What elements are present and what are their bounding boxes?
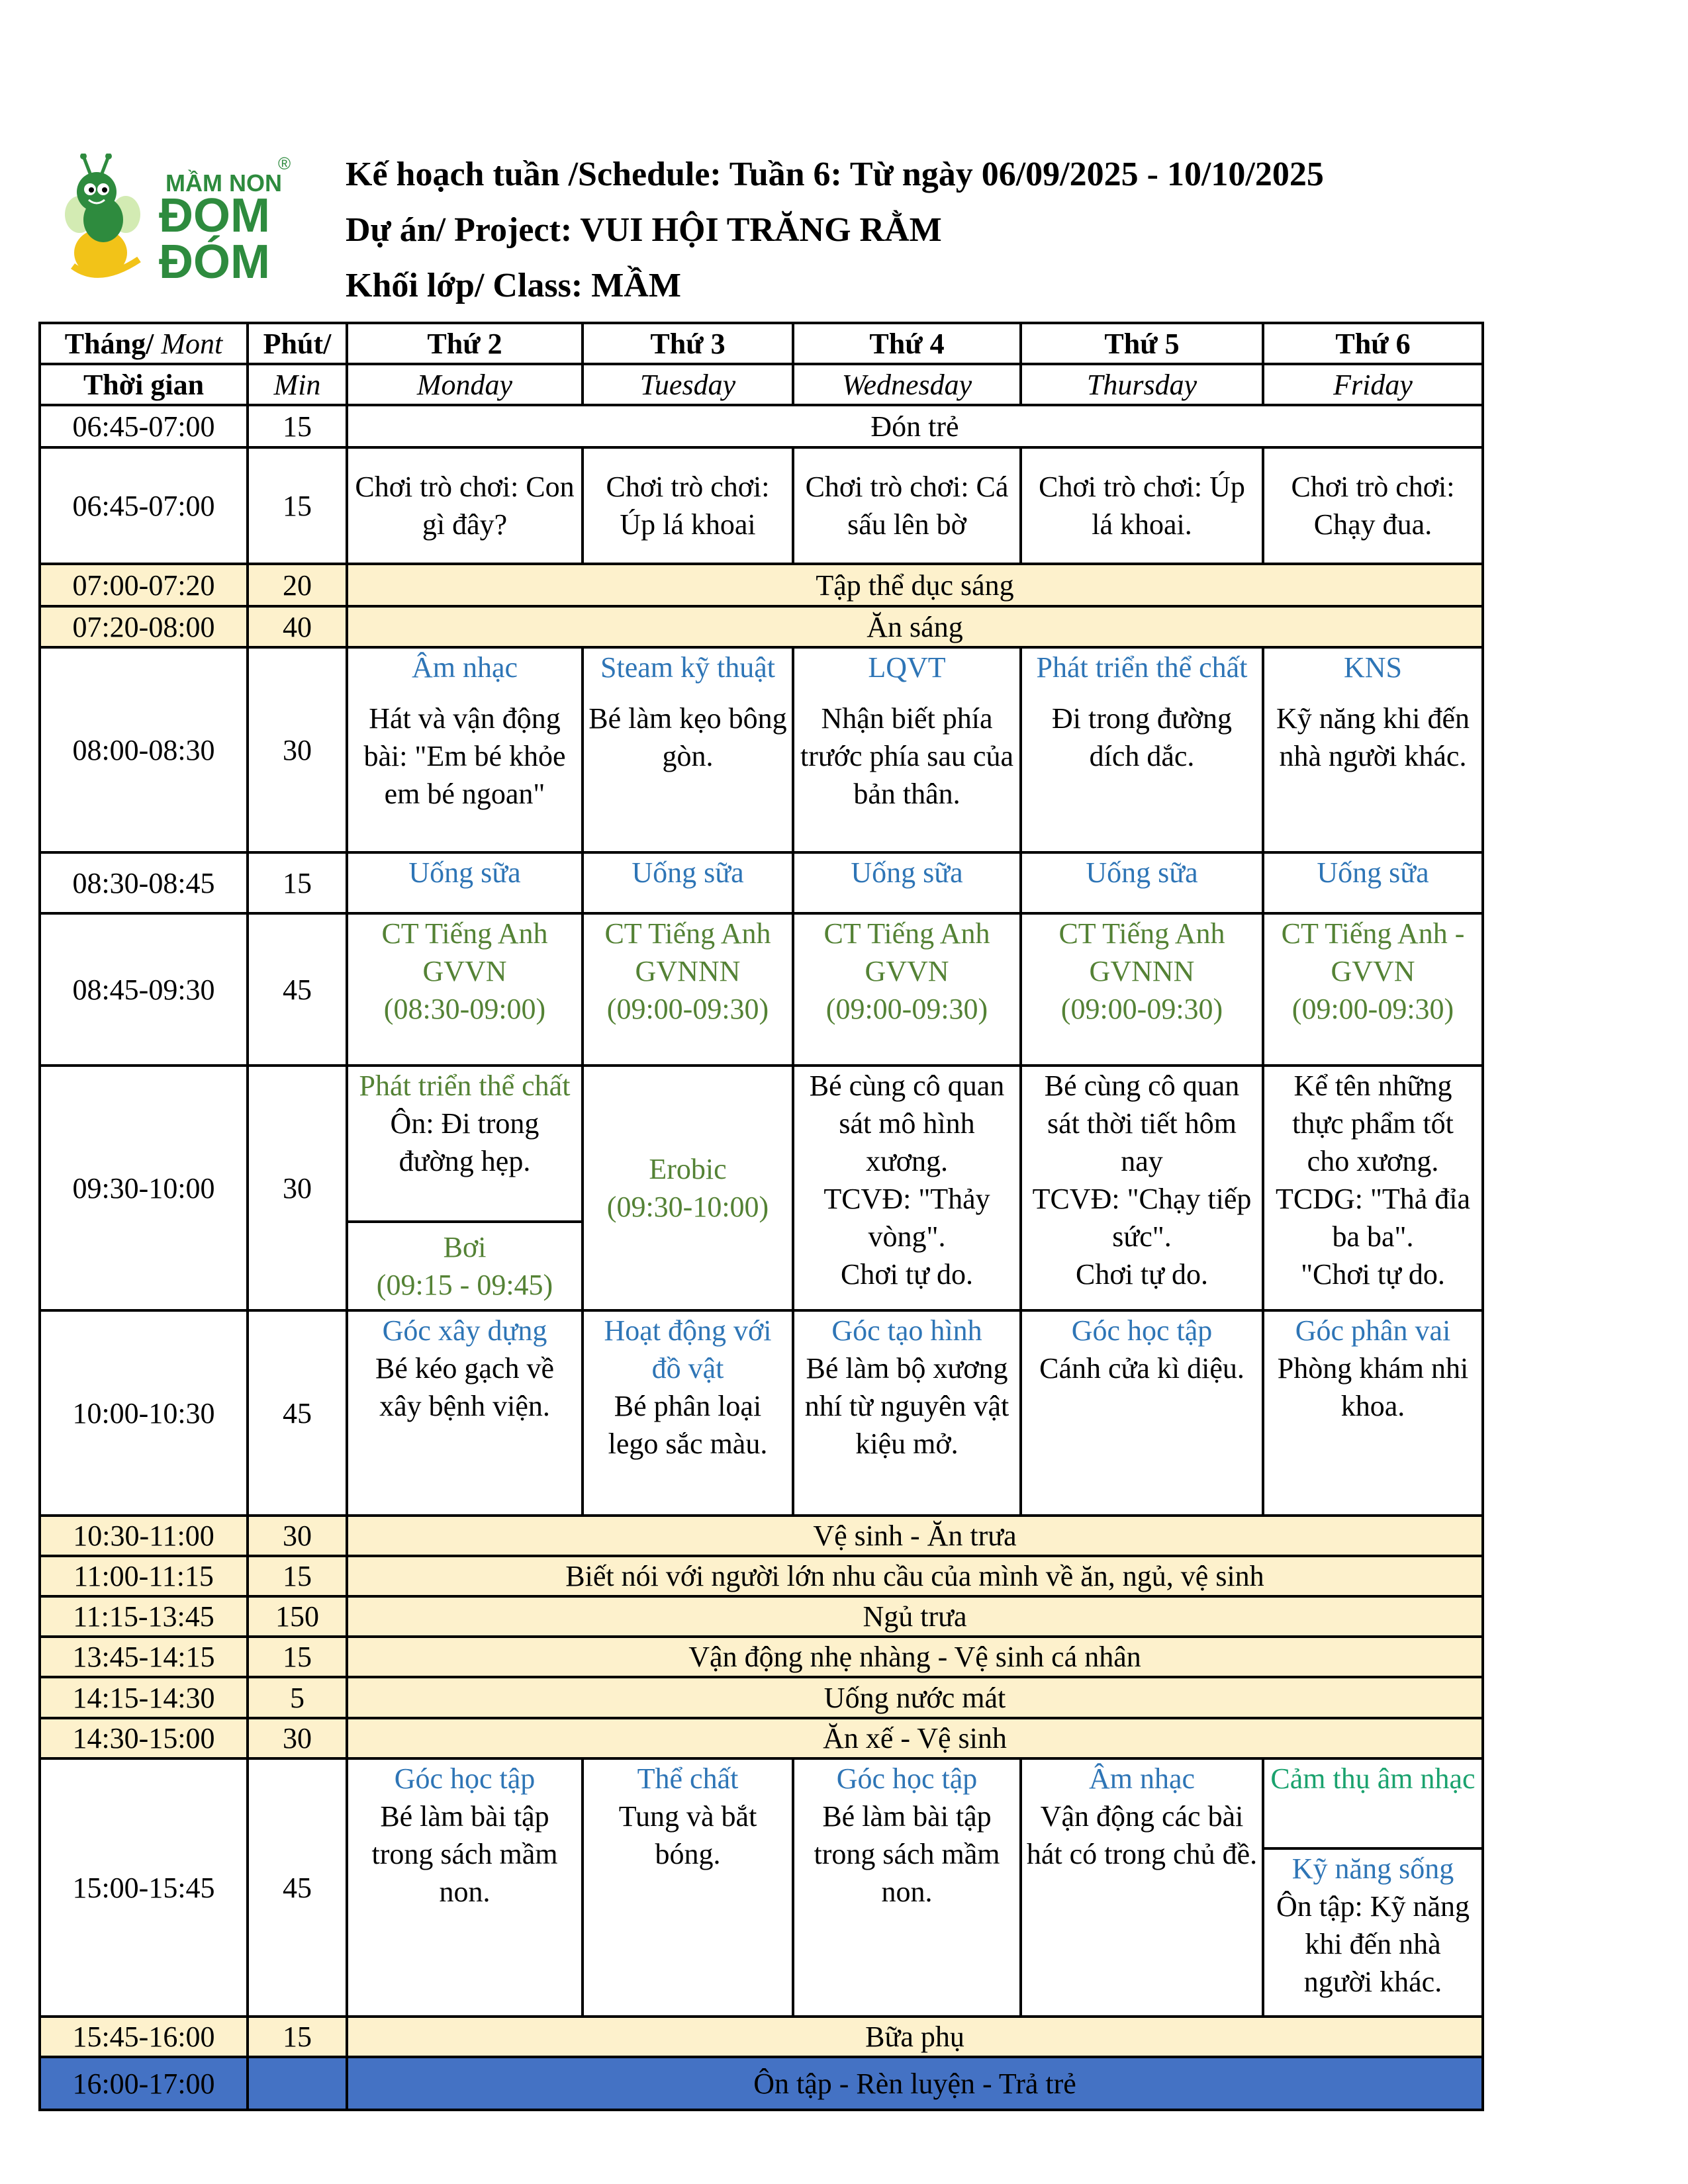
- minute-cell: 15: [248, 1637, 347, 1677]
- subject-label: Phát triển thể chất: [1036, 651, 1248, 684]
- table-row: [40, 1718, 1483, 1758]
- table-row: [40, 447, 1483, 564]
- activity-text: Bé phân loại lego sắc màu.: [608, 1390, 768, 1460]
- activity-fri: [1263, 1310, 1483, 1516]
- activity-tue: Chơi trò chơi: Úp lá khoai: [583, 447, 793, 564]
- minute-cell: 30: [248, 1718, 347, 1758]
- logo-text-line3: ĐÓM: [159, 236, 270, 289]
- activity-text: Kỹ năng khi đến nhà người khác.: [1276, 702, 1470, 772]
- class-title: Khối lớp/ Class: MẦM: [346, 267, 681, 304]
- activity-text: Bé làm bài tập trong sách mầm non.: [814, 1800, 1000, 1908]
- activity-fri: Kể tên những thực phẩm tốt cho xương. TCDG: "Thả đỉa ba ba". "Chơi tự do.: [1263, 1066, 1483, 1310]
- minute-cell: 20: [248, 564, 347, 606]
- header-day-tue: Thứ 3: [583, 323, 793, 364]
- activity-tue: [583, 1758, 793, 2017]
- minute-cell: 5: [248, 1677, 347, 1718]
- time-cell: 14:30-15:00: [40, 1718, 248, 1758]
- activity-thu: Uống sữa: [1021, 852, 1263, 913]
- activity-text: Vận động các bài hát có trong chủ đề.: [1026, 1800, 1258, 1870]
- activity-thu: CT Tiếng Anh GVNNN (09:00-09:30): [1021, 913, 1263, 1066]
- activity-tue: [583, 647, 793, 852]
- subject-label: Góc học tập: [836, 1762, 978, 1795]
- activity-cell: Vận động nhẹ nhàng - Vệ sinh cá nhân: [347, 1637, 1483, 1677]
- time-cell: 13:45-14:15: [40, 1637, 248, 1677]
- time-cell: 08:45-09:30: [40, 913, 248, 1066]
- activity-wed: Chơi trò chơi: Cá sấu lên bờ: [793, 447, 1021, 564]
- minute-cell: 150: [248, 1596, 347, 1637]
- header-min: Min: [248, 364, 347, 405]
- time-cell: 15:45-16:00: [40, 2017, 248, 2057]
- header-day-fri: Thứ 6: [1263, 323, 1483, 364]
- activity-cell: Ăn sáng: [347, 606, 1483, 647]
- subject-label: Steam kỹ thuật: [600, 651, 775, 684]
- time-cell: 06:45-07:00: [40, 447, 248, 564]
- activity-mon: CT Tiếng Anh GVVN (08:30-09:00): [347, 913, 583, 1066]
- time-cell: 10:30-11:00: [40, 1516, 248, 1556]
- activity-thu: [1021, 1758, 1263, 2017]
- activity-thu: [1021, 647, 1263, 852]
- activity-text: Ôn: Đi trong đường hẹp.: [390, 1107, 539, 1177]
- time-cell: 06:45-07:00: [40, 405, 248, 447]
- activity-fri: Chơi trò chơi: Chạy đua.: [1263, 447, 1483, 564]
- subject-label: Góc xây dựng: [382, 1314, 547, 1347]
- table-header-row: [40, 323, 1483, 364]
- activity-text: Bé làm bài tập trong sách mầm non.: [371, 1800, 558, 1908]
- logo-text-line2: ĐOM: [159, 189, 270, 242]
- activity-tue: [583, 1310, 793, 1516]
- time-cell: 09:30-10:00: [40, 1066, 248, 1310]
- subject-label: Âm nhạc: [1088, 1762, 1196, 1795]
- activity-cell: Ngủ trưa: [347, 1596, 1483, 1637]
- header-day-mon: Thứ 2: [347, 323, 583, 364]
- activity-tue: Uống sữa: [583, 852, 793, 913]
- subject-label: Kỹ năng sống: [1291, 1852, 1454, 1885]
- activity-fri-life-skills: [1263, 1848, 1483, 2017]
- activity-cell: Ôn tập - Rèn luyện - Trả trẻ: [347, 2057, 1483, 2110]
- activity-fri: [1263, 647, 1483, 852]
- minute-cell: 15: [248, 2017, 347, 2057]
- activity-text: Tung và bắt bóng.: [618, 1800, 757, 1870]
- activity-text: Bé làm kẹo bông gòn.: [588, 702, 787, 772]
- page-header: [346, 147, 1324, 314]
- table-row: [40, 852, 1483, 913]
- table-row: [40, 606, 1483, 647]
- table-row: [40, 564, 1483, 606]
- subject-label: KNS: [1343, 651, 1403, 684]
- activity-cell: Vệ sinh - Ăn trưa: [347, 1516, 1483, 1556]
- activity-wed: Uống sữa: [793, 852, 1021, 913]
- brand-logo: [60, 154, 291, 293]
- subject-label: LQVT: [868, 651, 946, 684]
- activity-thu: [1021, 1310, 1263, 1516]
- table-row: [40, 1310, 1483, 1516]
- subject-label: Âm nhạc: [411, 651, 518, 684]
- minute-cell: 15: [248, 447, 347, 564]
- activity-text: Hát và vận động bài: "Em bé khỏe em bé ngoan": [363, 702, 566, 810]
- schedule-title: Kế hoạch tuần /Schedule: Tuần 6: Từ ngày 06/09/2025 - 10/10/2025: [346, 156, 1324, 193]
- activity-mon: [347, 1066, 583, 1222]
- project-title: Dự án/ Project: VUI HỘI TRĂNG RẰM: [346, 211, 942, 249]
- time-cell: 15:00-15:45: [40, 1758, 248, 2017]
- schedule-table: [38, 322, 1484, 2111]
- activity-cell: Bữa phụ: [347, 2017, 1483, 2057]
- activity-mon: [347, 647, 583, 852]
- activity-tue: CT Tiếng Anh GVNNN (09:00-09:30): [583, 913, 793, 1066]
- time-cell: 10:00-10:30: [40, 1310, 248, 1516]
- activity-fri: Uống sữa: [1263, 852, 1483, 913]
- table-row: [40, 2017, 1483, 2057]
- header-month: Tháng/ Mont: [40, 323, 248, 364]
- activity-thu: Chơi trò chơi: Úp lá khoai.: [1021, 447, 1263, 564]
- time-cell: 07:20-08:00: [40, 606, 248, 647]
- activity-cell: Uống nước mát: [347, 1677, 1483, 1718]
- minute-cell: 30: [248, 647, 347, 852]
- time-cell: 08:00-08:30: [40, 647, 248, 852]
- activity-cell: Ăn xế - Vệ sinh: [347, 1718, 1483, 1758]
- table-row: [40, 1637, 1483, 1677]
- header-day-en-tue: Tuesday: [583, 364, 793, 405]
- minute-cell: 30: [248, 1516, 347, 1556]
- logo-registered: ®: [278, 154, 291, 173]
- activity-text: Cánh cửa kì diệu.: [1039, 1352, 1244, 1385]
- activity-mon-swim: Bơi (09:15 - 09:45): [347, 1222, 583, 1310]
- header-minute: Phút/: [248, 323, 347, 364]
- activity-wed: Bé cùng cô quan sát mô hình xương. TCVĐ: "Thảy vòng". Chơi tự do.: [793, 1066, 1021, 1310]
- subject-label: Góc tạo hình: [831, 1314, 982, 1347]
- activity-mon: [347, 1758, 583, 2017]
- activity-wed: [793, 1758, 1021, 2017]
- subject-label: Góc phân vai: [1295, 1314, 1451, 1347]
- subject-label: Hoạt động với đồ vật: [604, 1314, 772, 1385]
- subject-label: Góc học tập: [394, 1762, 536, 1795]
- activity-wed: [793, 1310, 1021, 1516]
- subject-label: Góc học tập: [1071, 1314, 1213, 1347]
- table-row: [40, 1677, 1483, 1718]
- table-row: [40, 1066, 1483, 1222]
- activity-cell: Tập thể dục sáng: [347, 564, 1483, 606]
- header-day-en-thu: Thursday: [1021, 364, 1263, 405]
- time-cell: 14:15-14:30: [40, 1677, 248, 1718]
- time-cell: 11:15-13:45: [40, 1596, 248, 1637]
- header-time: Thời gian: [40, 364, 248, 405]
- minute-cell: 30: [248, 1066, 347, 1310]
- minute-cell: 45: [248, 1758, 347, 2017]
- header-day-en-mon: Monday: [347, 364, 583, 405]
- activity-text: Bé làm bộ xương nhí từ nguyên vật kiệu mở.: [804, 1352, 1009, 1460]
- subject-label: Thể chất: [637, 1762, 739, 1795]
- minute-cell: [248, 2057, 347, 2110]
- header-day-en-wed: Wednesday: [793, 364, 1021, 405]
- activity-text: Ôn tập: Kỹ năng khi đến nhà người khác.: [1276, 1890, 1470, 1998]
- activity-text: Phòng khám nhi khoa.: [1277, 1352, 1469, 1422]
- activity-mon: Chơi trò chơi: Con gì đây?: [347, 447, 583, 564]
- minute-cell: 15: [248, 852, 347, 913]
- header-day-wed: Thứ 4: [793, 323, 1021, 364]
- time-cell: 16:00-17:00: [40, 2057, 248, 2110]
- time-cell: 08:30-08:45: [40, 852, 248, 913]
- activity-fri: Cảm thụ âm nhạc: [1263, 1758, 1483, 1848]
- activity-fri: CT Tiếng Anh - GVVN (09:00-09:30): [1263, 913, 1483, 1066]
- table-row: [40, 1556, 1483, 1596]
- minute-cell: 15: [248, 1556, 347, 1596]
- minute-cell: 45: [248, 913, 347, 1066]
- table-row: [40, 405, 1483, 447]
- activity-text: Nhận biết phía trước phía sau của bản thân.: [800, 702, 1013, 810]
- time-cell: 11:00-11:15: [40, 1556, 248, 1596]
- header-day-thu: Thứ 5: [1021, 323, 1263, 364]
- activity-text: Đi trong đường dích dắc.: [1052, 702, 1232, 772]
- logo-text-line1: MẦM NON: [165, 169, 282, 197]
- time-cell: 07:00-07:20: [40, 564, 248, 606]
- activity-text: Bé kéo gạch về xây bệnh viện.: [375, 1352, 554, 1422]
- subject-label: Phát triển thể chất: [359, 1069, 571, 1102]
- minute-cell: 40: [248, 606, 347, 647]
- minute-cell: 45: [248, 1310, 347, 1516]
- table-row: [40, 1516, 1483, 1556]
- table-row: [40, 2057, 1483, 2110]
- minute-cell: 15: [248, 405, 347, 447]
- table-header-row: [40, 364, 1483, 405]
- activity-cell: Đón trẻ: [347, 405, 1483, 447]
- activity-thu: Bé cùng cô quan sát thời tiết hôm nay TCVĐ: "Chạy tiếp sức". Chơi tự do.: [1021, 1066, 1263, 1310]
- table-row: [40, 1758, 1483, 1848]
- activity-wed: CT Tiếng Anh GVVN (09:00-09:30): [793, 913, 1021, 1066]
- activity-tue: Erobic (09:30-10:00): [583, 1066, 793, 1310]
- activity-cell: Biết nói với người lớn nhu cầu của mình về ăn, ngủ, vệ sinh: [347, 1556, 1483, 1596]
- activity-mon: [347, 1310, 583, 1516]
- activity-mon: Uống sữa: [347, 852, 583, 913]
- table-row: [40, 1596, 1483, 1637]
- table-row: [40, 647, 1483, 852]
- table-row: [40, 913, 1483, 1066]
- activity-wed: [793, 647, 1021, 852]
- header-day-en-fri: Friday: [1263, 364, 1483, 405]
